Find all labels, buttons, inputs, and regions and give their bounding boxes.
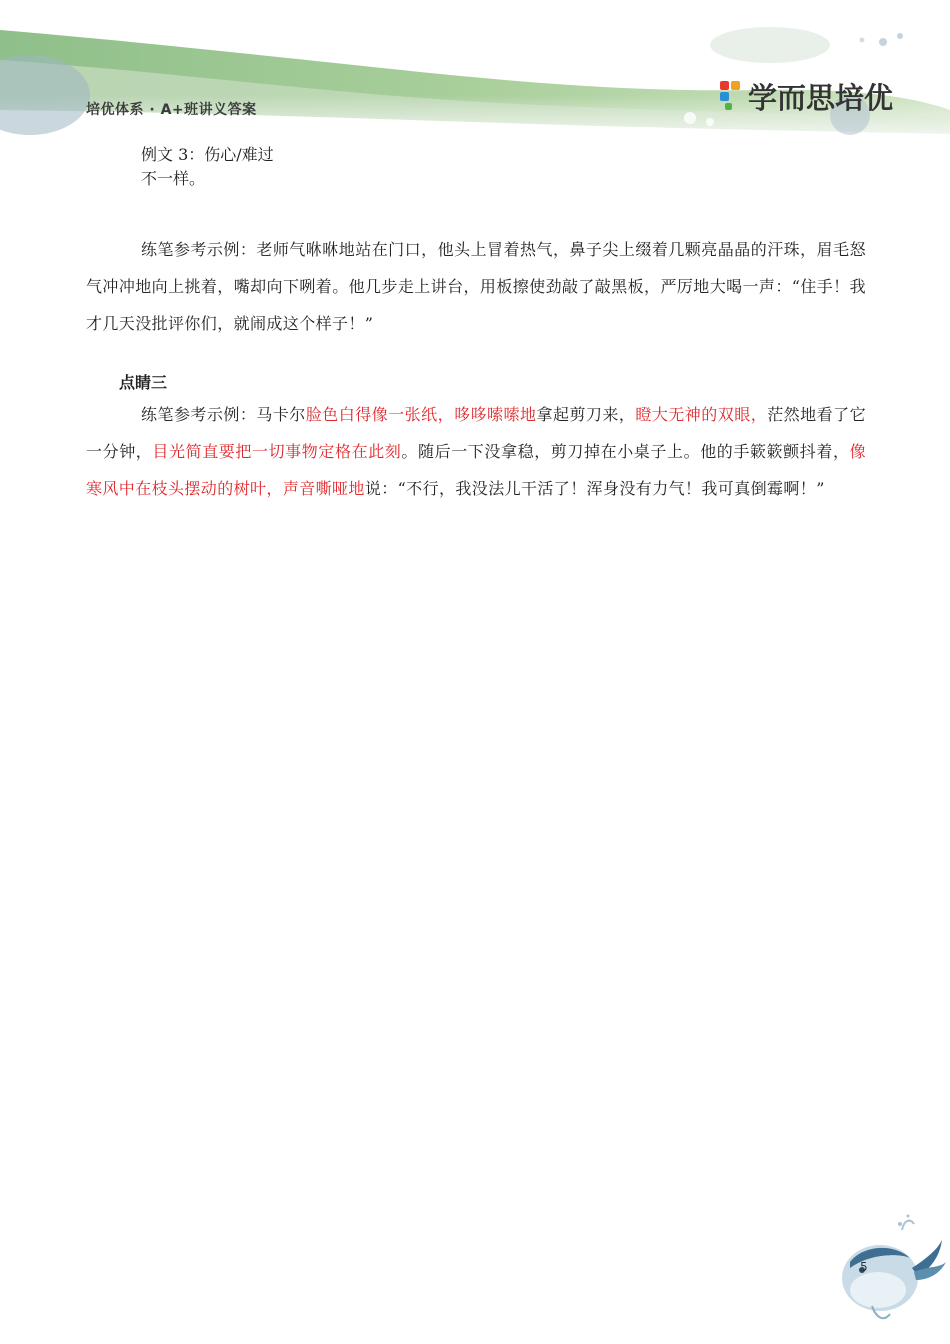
text-segment: 说：“不行，我没法儿干活了！浑身没有力气！我可真倒霉啊！” — [364, 479, 825, 498]
whale-illustration — [832, 1210, 950, 1344]
text-segment: 。随后一下没拿稳，剪刀掉在小桌子上。他的手簌簌颤抖着， — [401, 442, 850, 461]
section-heading: 点睛三 — [119, 373, 168, 392]
highlighted-phrase: 哆哆嗦嗦地 — [454, 405, 537, 424]
highlighted-phrase: 声音嘶哑地 — [282, 479, 365, 498]
highlighted-phrase: 瞪大无神的双眼， — [635, 405, 768, 424]
brand-logo — [720, 76, 893, 116]
answer-content — [86, 143, 866, 507]
practice-paragraph-2 — [86, 396, 866, 507]
text-segment: 拿起剪刀来， — [536, 405, 636, 424]
example-line2: 不一样。 — [141, 169, 206, 188]
brand-mark-icon — [720, 81, 742, 111]
page-header — [0, 0, 950, 160]
header-title: 培优体系 · A+班讲义答案 — [86, 102, 257, 118]
example-label: 例文 3：伤心/难过 — [141, 145, 274, 164]
brand-name: 学而思培优 — [748, 80, 894, 115]
text-segment: 茫然地看了它一分钟， — [86, 405, 866, 461]
practice-paragraph-1: 练笔参考示例：老师气咻咻地站在门口，他头上冒着热气，鼻子尖上缀着几颗亮晶晶的汗珠，眉毛怒气冲冲地向上挑着，嘴却向下咧着。他几步走上讲台，用板擦使劲敲了敲黑板，严厉地大喝一声：“住手！我才几天没批评你们，就闹成这个样子！” — [86, 240, 866, 333]
highlighted-phrase: 脸色白得像一张纸， — [305, 405, 455, 424]
text-segment: 练笔参考示例：马卡尔 — [141, 405, 306, 424]
page-number: 5 — [860, 1260, 868, 1274]
highlighted-phrase: 像寒风中在枝头摆动的树叶， — [86, 442, 866, 498]
highlighted-phrase: 目光简直要把一切事物定格在此刻 — [152, 442, 402, 461]
